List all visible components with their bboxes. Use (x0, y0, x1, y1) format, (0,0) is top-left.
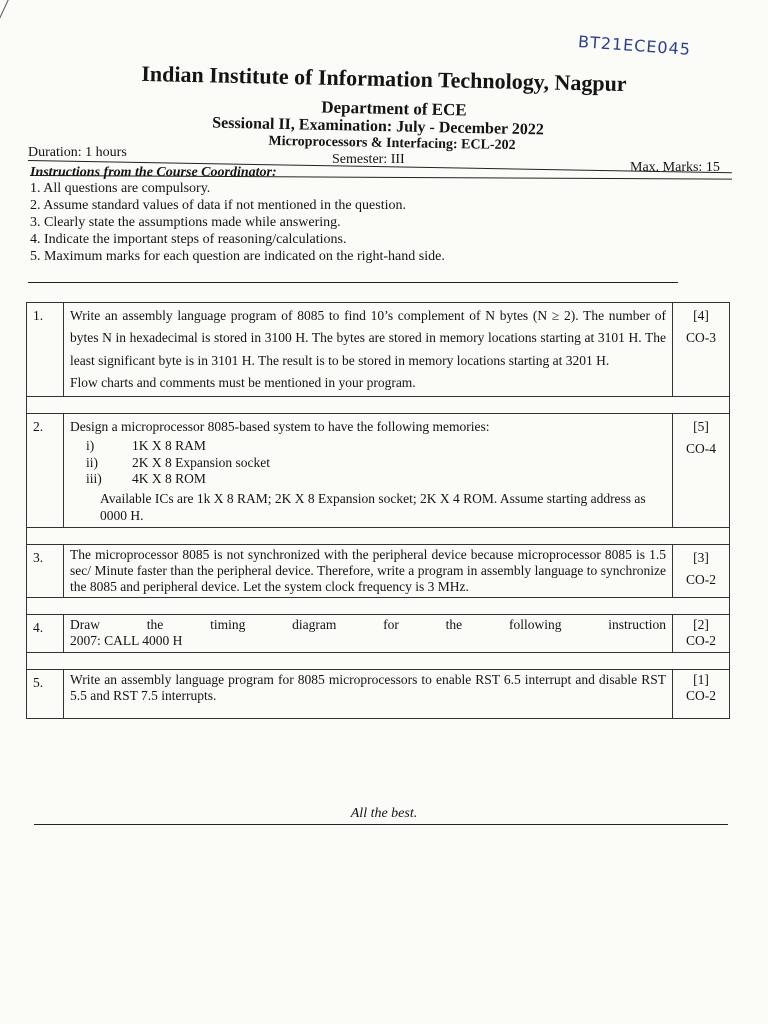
instruction-item: 5. Maximum marks for each question are indicated on the right-hand side. (30, 249, 445, 264)
marks-value: [2] (693, 617, 709, 633)
course-title: Microprocessors & Interfacing: ECL-202 (268, 133, 516, 154)
question-text: Write an assembly language program for 8085 microprocessors to enable RST 6.5 interrupt and disable RST 5.5 and RST 7.5 interrupts. (64, 669, 673, 718)
question-number: 4. (27, 615, 64, 652)
closing-note: All the best. (350, 806, 418, 821)
question-marks (673, 303, 730, 397)
instruction-item: 4. Indicate the important steps of reasoning/calculations. (30, 232, 347, 247)
question-body: Design a microprocessor 8085-based system to have the following memories: (70, 419, 490, 435)
marks-value: [3] (693, 549, 709, 565)
divider (34, 824, 728, 825)
course-outcome: CO-3 (686, 330, 716, 346)
question-note: Available ICs are 1k X 8 RAM; 2K X 8 Expansion socket; 2K X 4 ROM. Assume starting address as 0000 H. (100, 490, 646, 523)
instructions-heading: Instructions from the Course Coordinator: (30, 165, 277, 180)
marks-value: [5] (693, 419, 709, 435)
question-marks (673, 615, 730, 652)
row-gap (27, 527, 730, 544)
question-row (27, 414, 730, 528)
instruction-item: 2. Assume standard values of data if not mentioned in the question. (30, 198, 406, 213)
department-title: Department of ECE (321, 97, 467, 120)
marks-value: [1] (693, 671, 709, 687)
question-marks (673, 544, 730, 598)
row-gap (27, 598, 730, 615)
question-note: Flow charts and comments must be mentioned in your program. (70, 374, 416, 390)
question-number: 1. (27, 303, 64, 397)
handwritten-roll-number: BT21ECE045 (577, 32, 692, 59)
question-body: Draw the timing diagram for the following instruction (70, 617, 666, 633)
institute-title: Indian Institute of Information Technology, Nagpur (141, 60, 627, 97)
memory-item: i) 1K X 8 RAM (86, 438, 206, 454)
pen-mark (0, 0, 22, 37)
max-marks: Max. Marks: 15 (630, 160, 720, 175)
question-row (27, 669, 730, 718)
question-number: 5. (27, 669, 64, 718)
question-text (64, 615, 673, 652)
question-number: 3. (27, 544, 64, 598)
question-body: Write an assembly language program of 8085 to find 10’s complement of N bytes (N ≥ 2). The number of bytes N in hexadecimal is stored in 3100 H. The bytes are stored in memory locations starting at 3101 H. The least significant byte is in 3101 H. The result is to be stored in memory locations starting at 3201 H. (70, 308, 666, 368)
memory-item: iii) 4K X 8 ROM (86, 470, 206, 486)
row-gap (27, 652, 730, 669)
questions-table (26, 302, 730, 719)
duration: Duration: 1 hours (28, 145, 127, 160)
memory-item: ii) 2K X 8 Expansion socket (86, 454, 270, 470)
question-number: 2. (27, 414, 64, 528)
divider (28, 282, 678, 283)
exam-title: Sessional II, Examination: July - December 2022 (212, 114, 545, 139)
question-text: The microprocessor 8085 is not synchronized with the peripheral device because microprocessor 8085 is 1.5 sec/ Minute faster than the peripheral device. Therefore, write a program in assembly language to synchronize the 8085 and peripheral device. Let the system clock frequency is 3 MHz. (64, 544, 673, 598)
row-gap (27, 397, 730, 414)
question-note: 2007: CALL 4000 H (70, 633, 183, 649)
course-outcome: CO-2 (686, 633, 716, 649)
question-marks (673, 414, 730, 528)
marks-value: [4] (693, 308, 709, 323)
question-row (27, 615, 730, 652)
semester: Semester: III (332, 152, 405, 167)
question-text (64, 414, 673, 528)
question-row (27, 544, 730, 598)
instruction-item: 3. Clearly state the assumptions made while answering. (30, 215, 341, 230)
question-marks (673, 669, 730, 718)
instruction-item: 1. All questions are compulsory. (30, 181, 211, 196)
question-row (27, 303, 730, 397)
question-text (64, 303, 673, 397)
course-outcome: CO-2 (686, 571, 716, 587)
course-outcome: CO-4 (686, 441, 716, 457)
course-outcome: CO-2 (686, 687, 716, 703)
